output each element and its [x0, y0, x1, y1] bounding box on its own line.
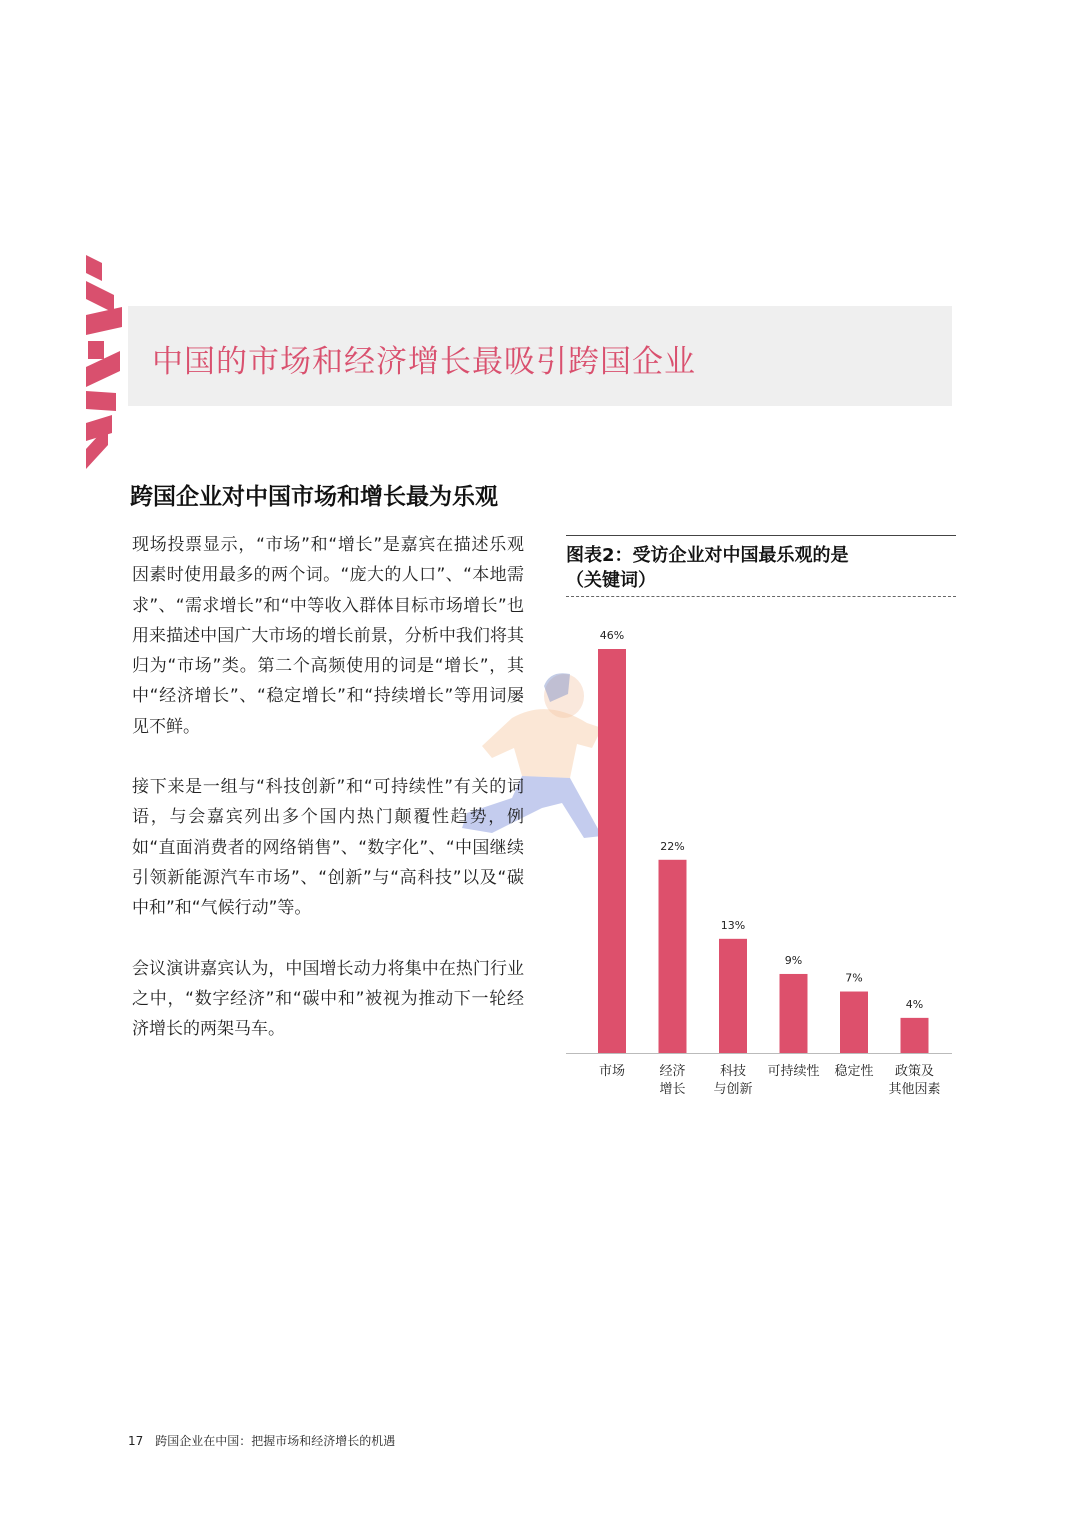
subheading: 跨国企业对中国市场和增长最为乐观	[130, 484, 498, 510]
category-label: 可持续性	[767, 1064, 820, 1079]
category-label: 增长	[659, 1082, 686, 1097]
bar	[659, 860, 687, 1053]
paragraph: 会议演讲嘉宾认为，中国增长动力将集中在热门行业之中，“数字经济”和“碳中和”被视为推动下一轮经济增长的两架马车。	[132, 958, 524, 1040]
bar-value-label: 4%	[905, 997, 924, 1011]
category-label: 其他因素	[888, 1082, 941, 1097]
category-label: 科技	[719, 1064, 747, 1079]
body-text	[132, 530, 524, 1074]
paragraph: 接下来是一组与“科技创新”和“可持续性”有关的词语，与会嘉宾列出多个国内热门颠覆性趋势，例如“直面消费者的网络销售”、“数字化”、“中国继续引领新能源汽车市场”、“创新”与“高科技”以及“碳中和”和“气候行动”等。	[132, 777, 524, 919]
section-title: 中国的市场和经济增长最吸引跨国企业	[152, 344, 696, 380]
bar-chart	[566, 605, 966, 1115]
bar-value-label: 46%	[599, 629, 625, 642]
paragraph: 现场投票显示，“市场”和“增长”是嘉宾在描述乐观因素时使用最多的两个词。“庞大的人口”、“本地需求”、“需求增长”和“中等收入群体目标市场增长”也用来描述中国广大市场的增长前景，分析中我们将其归为“市场”类。第二个高频使用的词是“增长”，其中“经济增长”、“稳定增长”和“持续增长”等用词屡见不鲜。	[132, 535, 524, 737]
category-label: 稳定性	[834, 1064, 874, 1079]
figure-title-line-2: （关键词）	[566, 570, 656, 591]
bar-value-label: 7%	[845, 971, 863, 985]
bar	[840, 992, 868, 1053]
page-footer	[128, 1432, 395, 1449]
bar	[901, 1018, 929, 1053]
page-number: 17	[128, 1434, 144, 1448]
figure-title	[566, 543, 956, 593]
figure-title-line-1: 图表2：受访企业对中国最乐观的是	[566, 545, 849, 566]
bar	[598, 649, 626, 1053]
category-label: 市场	[598, 1064, 626, 1079]
bar-value-label: 22%	[660, 839, 685, 853]
bar	[719, 939, 747, 1053]
category-label: 与创新	[713, 1082, 753, 1097]
figure-top-rule	[566, 535, 956, 536]
bar-value-label: 9%	[784, 953, 803, 967]
bar-value-label: 13%	[720, 918, 746, 932]
figure-bottom-rule	[566, 596, 956, 597]
category-label: 经济	[659, 1064, 686, 1079]
footer-text: 跨国企业在中国：把握市场和经济增长的机遇	[155, 1434, 396, 1448]
category-label: 政策及	[894, 1064, 935, 1079]
bar	[780, 974, 808, 1053]
